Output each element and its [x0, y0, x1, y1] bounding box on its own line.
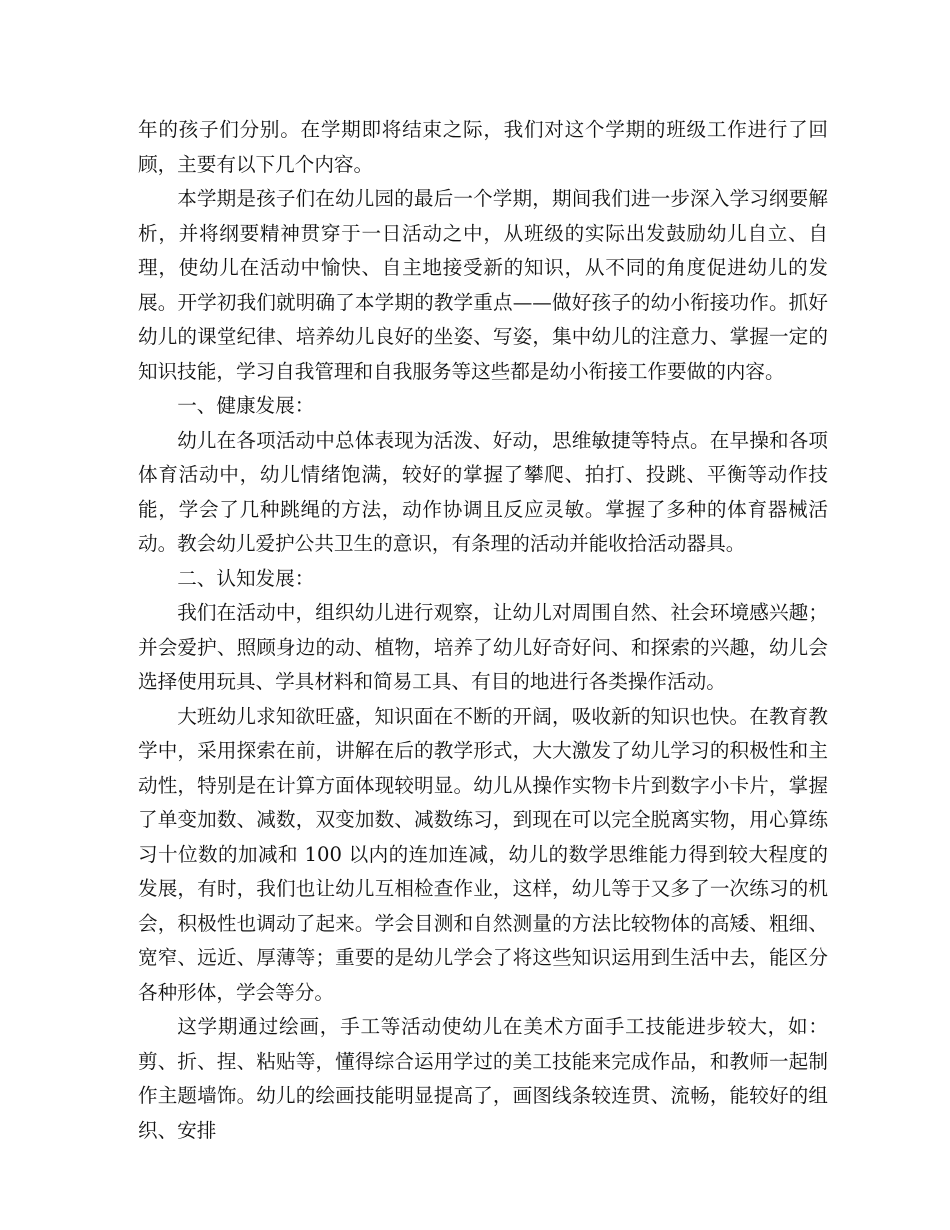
paragraph-cognition-observation: 我们在活动中，组织幼儿进行观察，让幼儿对周围自然、社会环境感兴趣；并会爱护、照顾身边的动、植物，培养了幼儿好奇好问、和探索的兴趣，幼儿会选择使用玩具、学具材料和简易工具、有目的地进行各类操作活动。 — [138, 601, 828, 693]
document-body — [138, 113, 828, 1148]
section-heading-cognition: 二、认知发展： — [177, 566, 315, 590]
paragraph-art-skills: 这学期通过绘画，手工等活动使幼儿在美术方面手工技能进步较大，如：剪、折、捏、粘贴等，懂得综合运用学过的美工技能来完成作品，和教师一起制作主题墙饰。幼儿的绘画技能明显提高了，画图线条较连贯、流畅，能较好的组织、安排 — [138, 1015, 828, 1142]
paragraph-health-development: 幼儿在各项活动中总体表现为活泼、好动，思维敏捷等特点。在早操和各项体育活动中，幼儿情绪饱满，较好的掌握了攀爬、拍打、投跳、平衡等动作技能，学会了几种跳绳的方法，动作协调且反应灵敏。掌握了多种的体育器械活动。教会幼儿爱护公共卫生的意识，有条理的活动并能收拾活动器具。 — [138, 428, 828, 555]
paragraph-intro-continued: 年的孩子们分别。在学期即将结束之际，我们对这个学期的班级工作进行了回顾，主要有以下几个内容。 — [138, 118, 828, 176]
paragraph-cognition-math: 大班幼儿求知欲旺盛，知识面在不断的开阔，吸收新的知识也快。在教育教学中，采用探索在前，讲解在后的教学形式，大大激发了幼儿学习的积极性和主动性，特别是在计算方面体现较明显。幼儿从操作实物卡片到数字小卡片，掌握了单变加数、减数，双变加数、减数练习，到现在可以完全脱离实物，用心算练习十位数的加减和 100 以内的连加连减，幼儿的数学思维能力得到较大程度的发展，有时，我们也让幼儿互相检查作业，这样，幼儿等于又多了一次练习的机会，积极性也调动了起来。学会目测和自然测量的方法比较物体的高矮、粗细、宽窄、远近、厚薄等；重要的是幼儿学会了将这些知识运用到生活中去，能区分各种形体，学会等分。 — [138, 704, 828, 1004]
paragraph-semester-overview: 本学期是孩子们在幼儿园的最后一个学期，期间我们进一步深入学习纲要解析，并将纲要精神贯穿于一日活动之中，从班级的实际出发鼓励幼儿自立、自理，使幼儿在活动中愉快、自主地接受新的知识，从不同的角度促进幼儿的发展。开学初我们就明确了本学期的教学重点——做好孩子的幼小衔接功作。抓好幼儿的课堂纪律、培养幼儿良好的坐姿、写姿，集中幼儿的注意力、掌握一定的知识技能，学习自我管理和自我服务等这些都是幼小衔接工作要做的内容。 — [138, 187, 828, 383]
section-heading-health: 一、健康发展： — [177, 394, 315, 417]
